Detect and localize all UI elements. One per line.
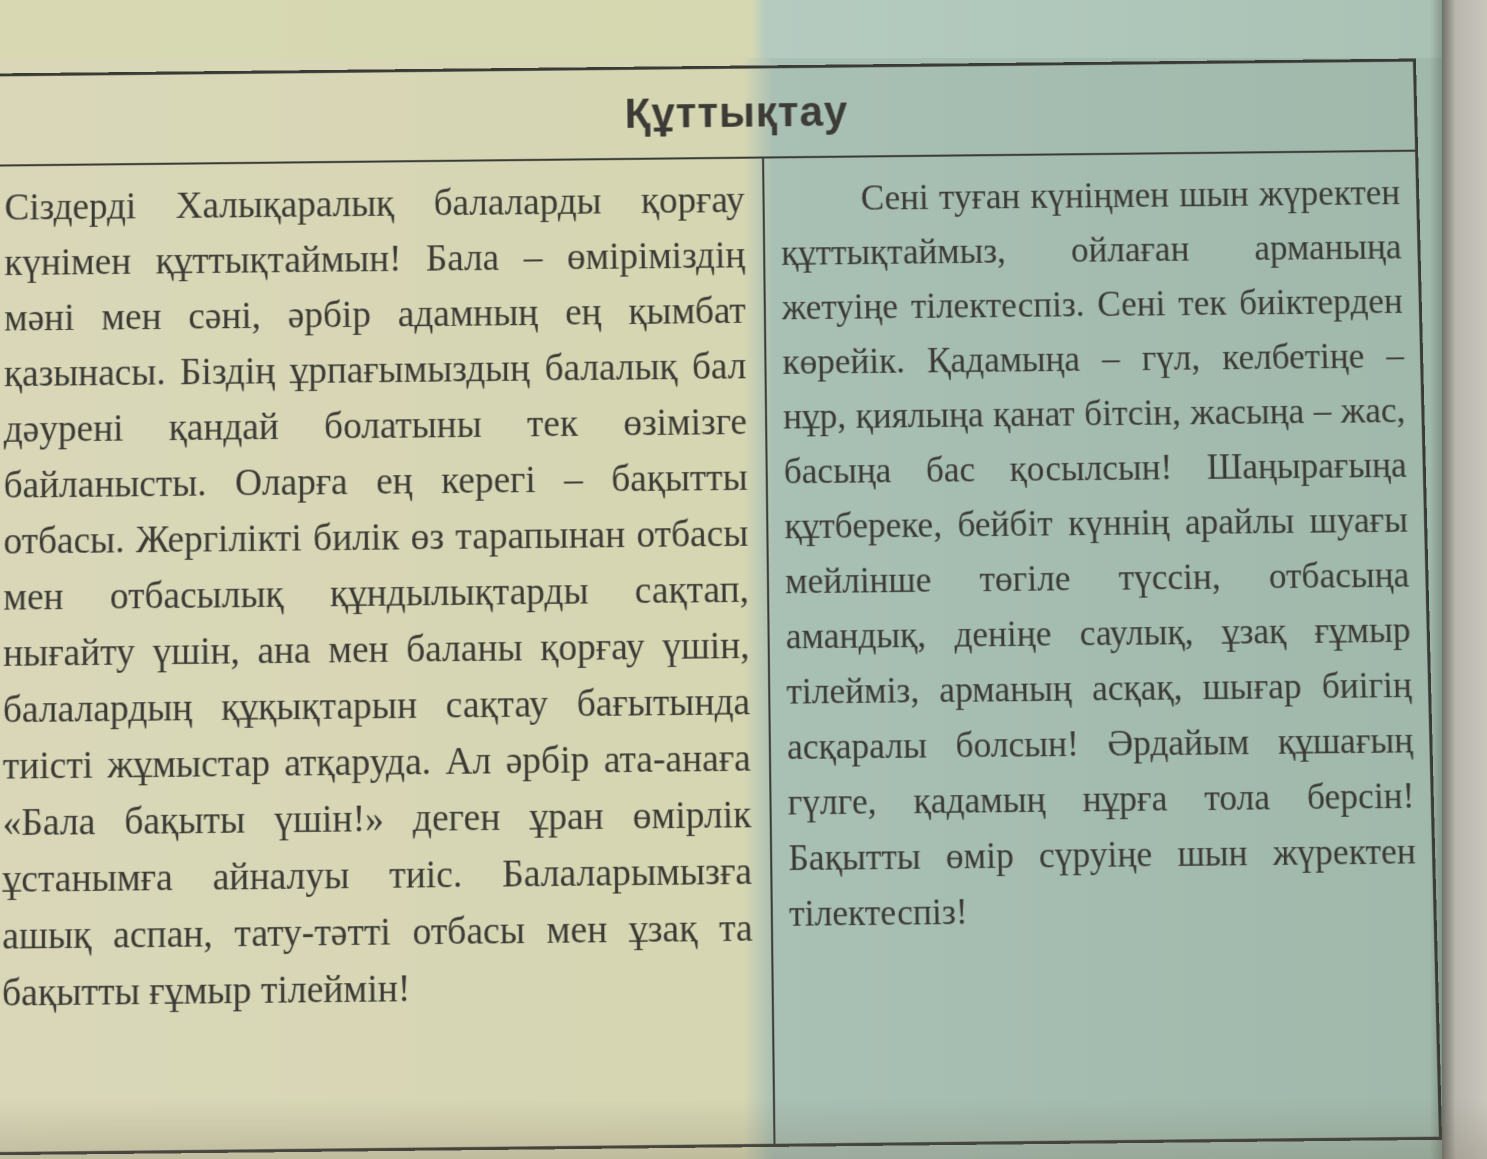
- title-row: [0, 62, 1415, 167]
- page-top-strip: [0, 0, 1445, 58]
- right-column: [766, 152, 1441, 1144]
- left-column: [0, 159, 775, 1153]
- greeting-table: [0, 59, 1442, 1156]
- page-bottom-shade: [0, 1099, 1487, 1159]
- next-page-edge: [1442, 0, 1487, 1159]
- left-column-text: Сіздерді Халықаралық балаларды қорғау күнімен құттықтаймын! Бала – өміріміздің мәні мен сәні, әрбір адамның ең қымбат қазынасы. Біздің ұрпағымыздың балалық бал дәурені қандай болатыны тек өзімізге байланысты. Оларға ең керегі – бақытты отбасы. Жергілікті билік өз тарапынан отбасы мен отбасылық құндылықтарды сақтап, нығайту үшін, ана мен баланы қорғау үшін, балалардың құқықтарын сақтау бағытында тиісті жұмыстар атқаруда. Ал әрбір ата-анаға «Бала бақыты үшін!» деген ұран өмірлік ұстанымға айналуы тиіс. Балаларымызға ашық аспан, тату-тәтті отбасы мен ұзақ та бақытты ғұмыр тілеймін!: [1, 179, 753, 1015]
- right-column-text: Сені туған күніңмен шын жүректен құттықтаймыз, ойлаған арманыңа жетуіңе тілектеспіз. Сені тек биіктерден көрейік. Қадамыңа – гүл, келбетіңе – нұр, қиялыңа қанат бітсін, жасыңа – жас, басыңа бас қосылсын! Шаңырағыңа құтбереке, бейбіт күннің арайлы шуағы мейлінше төгіле түссін, отбасыңа амандық, деніңе саулық, ұзақ ғұмыр тілейміз, арманың асқақ, шығар биігің асқаралы болсын! Әрдайым құшағың гүлге, қадамың нұрға тола берсін! Бақытты өмір сүруіңе шын жүректен тілектеспіз!: [780, 172, 1417, 935]
- page-title: Құттықтау: [624, 87, 849, 137]
